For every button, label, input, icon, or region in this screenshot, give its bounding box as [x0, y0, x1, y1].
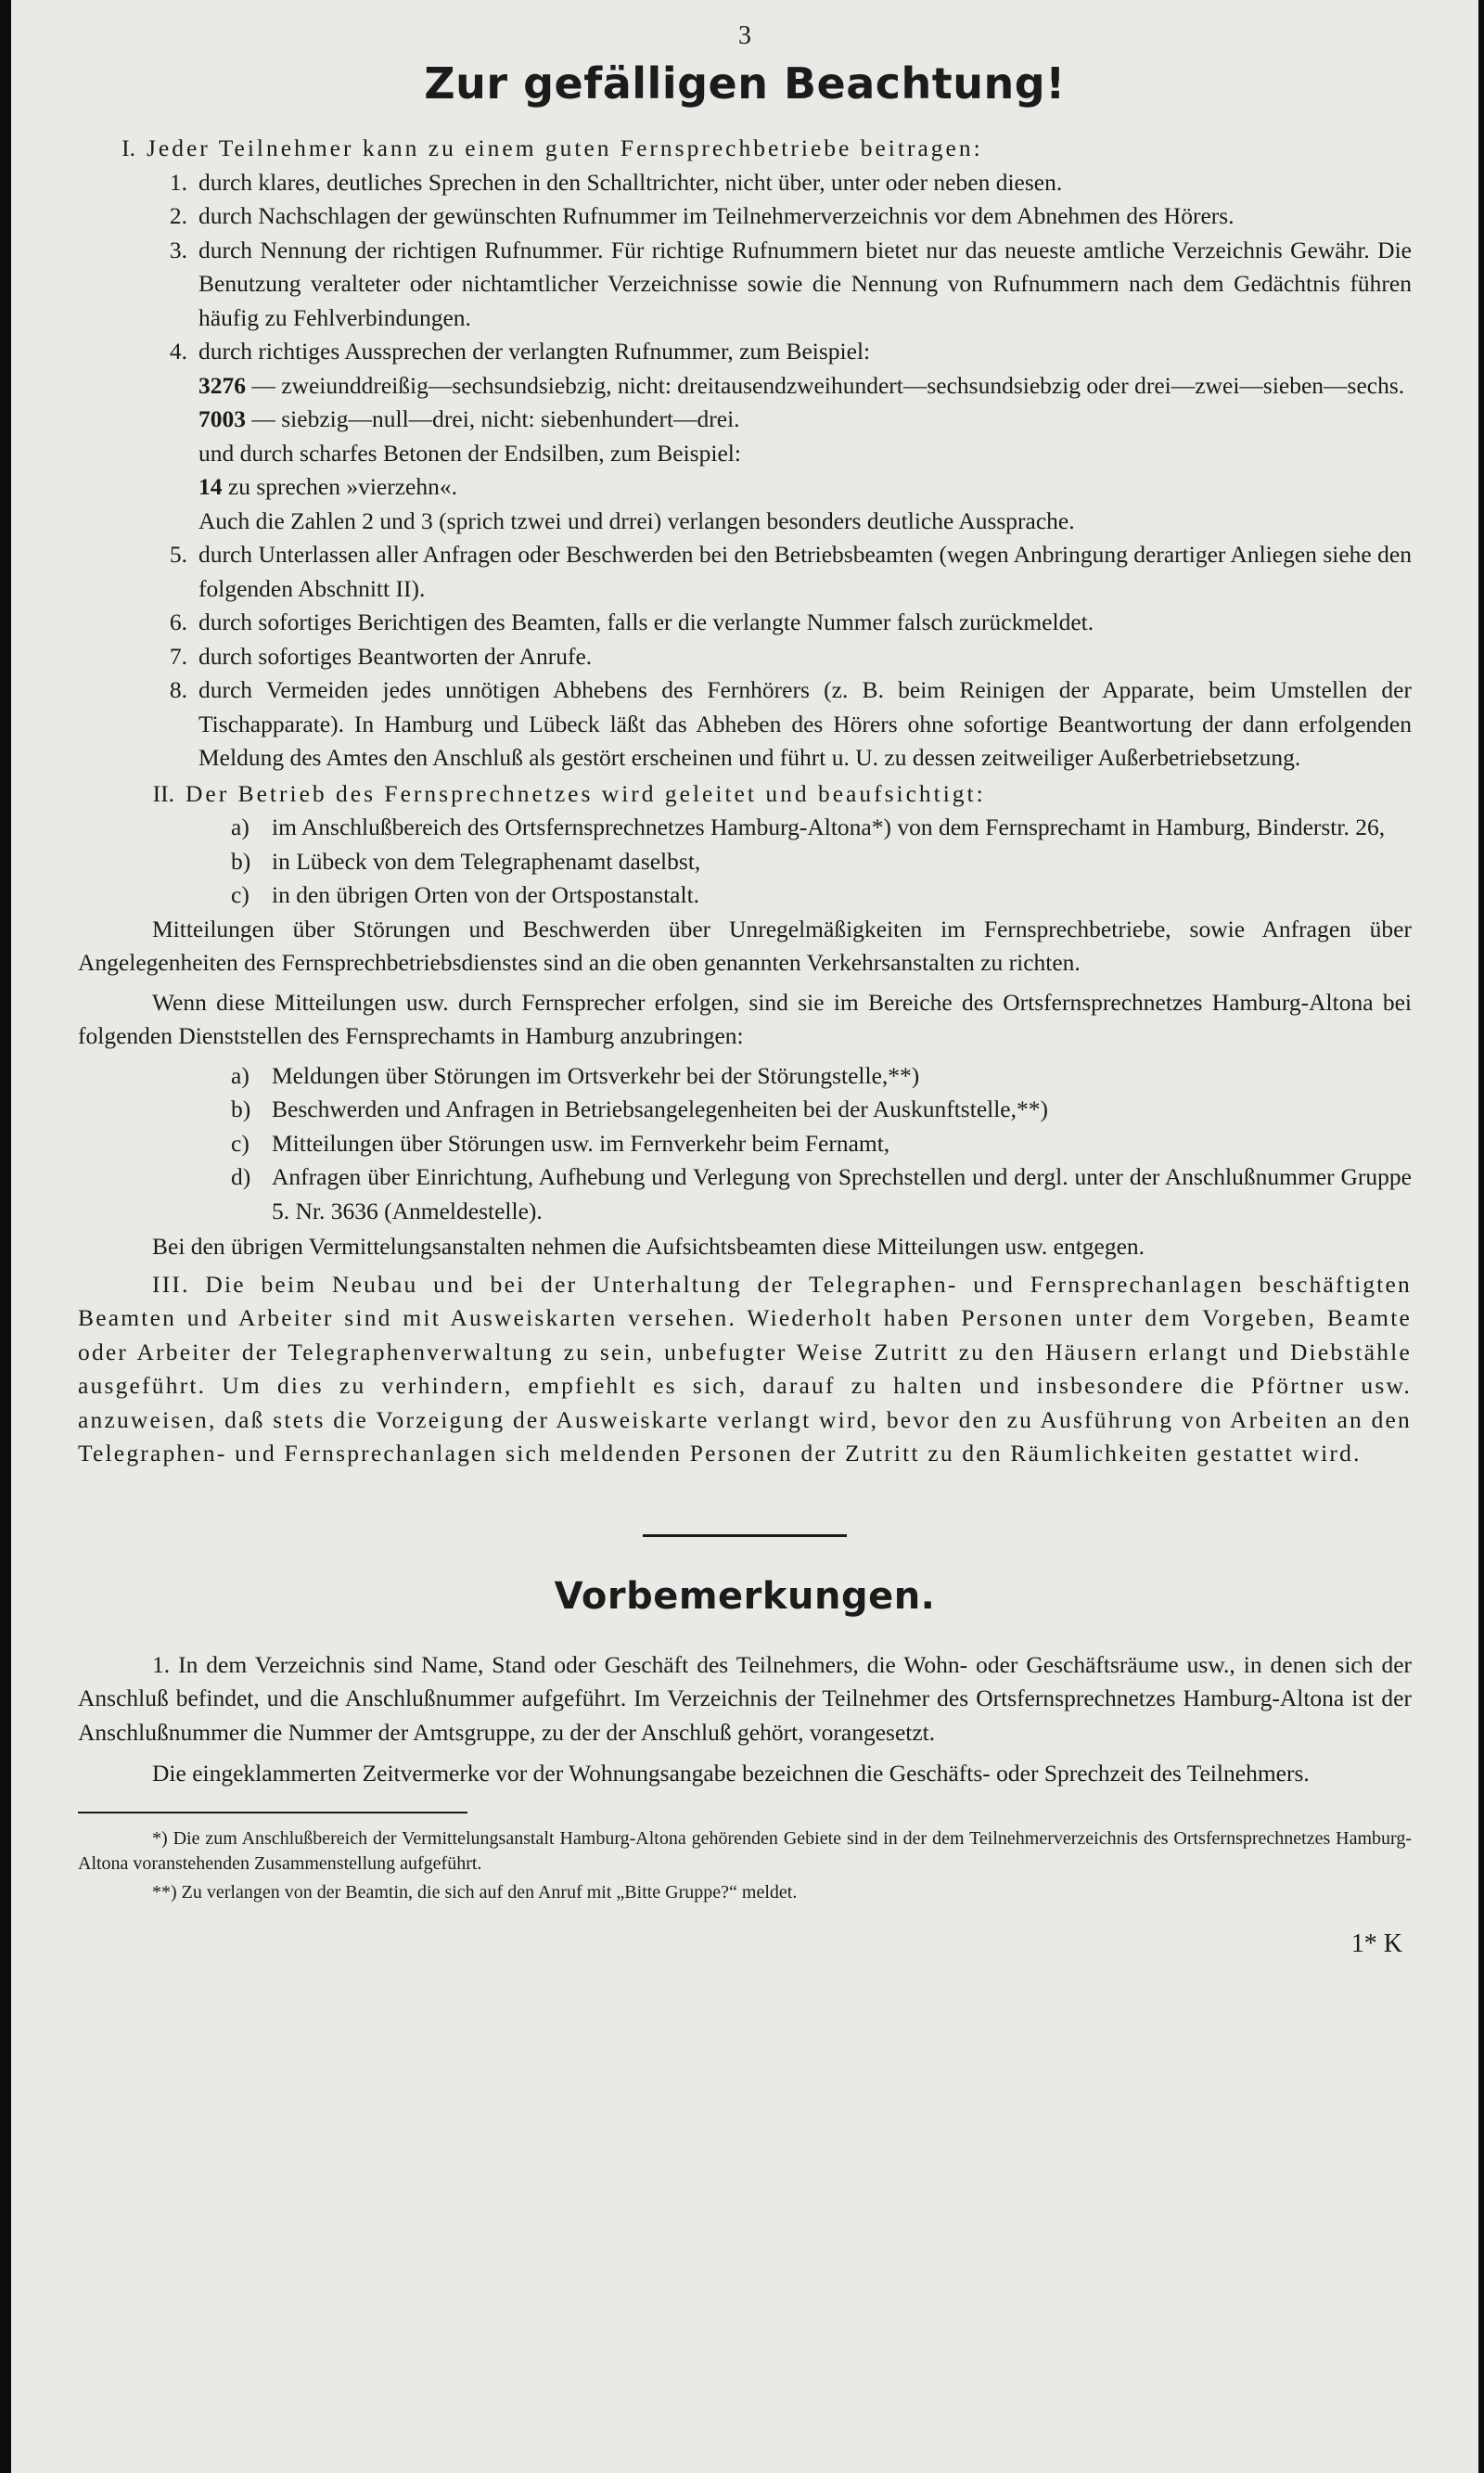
item-letter: a) — [231, 1061, 249, 1089]
list-item — [78, 335, 1412, 369]
section-1-lead — [78, 132, 1412, 166]
item-text: durch Nachschlagen der gewünschten Rufnummer im Teilnehmerverzeichnis vor dem Abnehmen des Hörers. — [198, 202, 1235, 229]
list-item — [78, 845, 1412, 879]
section-3-number: III. — [152, 1270, 190, 1298]
item-letter: b) — [231, 1096, 251, 1122]
item-text: Beschwerden und Anfragen in Betriebsangelegenheiten bei der Auskunftstelle,**) — [272, 1096, 1048, 1122]
paragraph: Mitteilungen über Störungen und Beschwerden über Unregelmäßigkeiten im Fernsprechbetriebe, sowie Anfragen über Angelegenheiten des Fernsprechbetriebsdienstes sind an die oben genannten Verkehrsanstalten zu richten. — [78, 915, 1412, 976]
list-item — [78, 234, 1412, 336]
item-letter: b) — [231, 847, 251, 875]
item-4-examples — [78, 369, 1412, 539]
item-text: im Anschlußbereich des Ortsfernsprechnetzes Hamburg-Altona*) von dem Fernsprechamt in Hamburg, Binderstr. 26, — [272, 814, 1386, 840]
divider — [643, 1534, 847, 1537]
example-number: 7003 — [198, 405, 246, 432]
example-text: Auch die Zahlen 2 und 3 (sprich tzwei und drrei) verlangen besonders deutliche Aussprache. — [198, 506, 1075, 534]
paragraph-number: 1. — [152, 1650, 171, 1678]
item-number: 7. — [169, 642, 187, 670]
item-letter: c) — [231, 881, 249, 908]
list-item — [78, 166, 1412, 200]
item-number: 1. — [169, 168, 187, 196]
item-number: 3. — [169, 236, 187, 263]
item-number: 2. — [169, 202, 187, 229]
section-2-lead-text: Der Betrieb des Fernsprechnetzes wird geleitet und beaufsichtigt: — [186, 779, 986, 807]
list-item — [78, 1059, 1412, 1094]
page-title: Zur gefälligen Beachtung! — [424, 58, 1066, 109]
list-item — [78, 878, 1412, 913]
section-2-lead — [78, 777, 1412, 812]
example-text: zu sprechen »vierzehn«. — [227, 473, 457, 500]
item-letter: d) — [231, 1163, 251, 1190]
item-text: durch richtiges Aussprechen der verlangten Rufnummer, zum Beispiel: — [198, 338, 871, 365]
item-text: in Lübeck von dem Telegraphenamt daselbst, — [272, 847, 701, 875]
list-item — [78, 1093, 1412, 1127]
section-3 — [78, 1268, 1412, 1471]
list-item — [78, 1160, 1412, 1228]
item-text: durch Vermeiden jedes unnötigen Abhebens des Fernhörers (z. B. beim Reinigen der Apparate, beim Umstellen der Tischapparate). In Hamburg und Lübeck läßt das Abheben des Hörers ohne sofortige Beantwortung der dann erfolgenden Meldung des Amtes den Anschluß als gestört erscheinen und führt u. U. zu dessen zeitweiliger Außerbetriebsetzung. — [198, 676, 1412, 771]
item-number: 8. — [169, 676, 187, 703]
item-text: Meldungen über Störungen im Ortsverkehr bei der Störungstelle,**) — [272, 1061, 920, 1089]
section-1 — [78, 132, 1412, 775]
item-letter: a) — [231, 814, 249, 840]
signature-mark: 1* K — [1350, 1928, 1402, 1958]
list-item — [78, 811, 1412, 845]
item-text: Anfragen über Einrichtung, Aufhebung und Verlegung von Sprechstellen und dergl. unter der Anschlußnummer Gruppe 5. Nr. 3636 (Anmeldestelle). — [272, 1163, 1412, 1224]
item-letter: c) — [231, 1129, 249, 1157]
example-text: und durch scharfes Betonen der Endsilben, zum Beispiel: — [198, 439, 741, 467]
item-text: durch sofortiges Berichtigen des Beamten, falls er die verlangte Nummer falsch zurückmeldet. — [198, 609, 1094, 635]
footnote: **) Zu verlangen von der Beamtin, die sich auf den Anruf mit „Bitte Gruppe?“ meldet. — [152, 1881, 798, 1903]
page-number: 3 — [738, 21, 751, 50]
item-text: durch klares, deutliches Sprechen in den Schalltrichter, nicht über, unter oder neben diesen. — [198, 168, 1063, 196]
section-1-lead-text: Jeder Teilnehmer kann zu einem guten Fernsprechbetriebe beitragen: — [147, 135, 983, 161]
item-number: 4. — [169, 338, 187, 365]
section-2 — [78, 777, 1412, 1264]
list-item — [78, 1127, 1412, 1161]
footnote: *) Die zum Anschlußbereich der Vermittelungsanstalt Hamburg-Altona gehörenden Gebiete sind in der dem Teilnehmerverzeichnis des Ortsfernsprechnetzes Hamburg-Altona voranstehenden Zusammenstellung aufgeführt. — [78, 1827, 1412, 1874]
paragraph — [78, 1648, 1412, 1750]
paragraph: Bei den übrigen Vermittelungsanstalten nehmen die Aufsichtsbeamten diese Mitteilungen usw. entgegen. — [152, 1233, 1145, 1260]
section-2-number: II. — [152, 779, 174, 807]
section-1-number: I. — [122, 135, 135, 161]
item-text: durch Unterlassen aller Anfragen oder Beschwerden bei den Betriebsbeamten (wegen Anbringung derartiger Anliegen siehe den folgenden Abschnitt II). — [198, 541, 1412, 602]
list-item — [78, 606, 1412, 640]
item-text: in den übrigen Orten von der Ortspostanstalt. — [272, 881, 700, 908]
example-number: 3276 — [198, 371, 246, 399]
footnotes — [78, 1826, 1412, 1905]
item-number: 6. — [169, 609, 187, 635]
example-text: — siebzig—null—drei, nicht: siebenhundert—drei. — [251, 405, 740, 432]
item-text: durch Nennung der richtigen Rufnummer. Für richtige Rufnummern bietet nur das neueste amtliche Verzeichnis Gewähr. Die Benutzung veralteter oder nichtamtlicher Verzeichnisse sowie die Nennung von Rufnummern nach dem Gedächtnis führen häufig zu Fehlverbindungen. — [198, 236, 1412, 331]
paragraph-text: In dem Verzeichnis sind Name, Stand oder Geschäft des Teilnehmers, die Wohn- oder Geschäftsräume usw., in denen sich der Anschluß befindet, und die Anschlußnummer aufgeführt. Im Verzeichnis der Teilnehmer des Ortsfernsprechnetzes Hamburg-Altona ist der Anschlußnummer die Nummer der Amtsgruppe, zu der der Anschluß gehört, vorangesetzt. — [78, 1650, 1412, 1746]
example-number: 14 — [198, 473, 223, 500]
vorbemerkungen-title: Vorbemerkungen. — [554, 1574, 936, 1618]
paragraph: Wenn diese Mitteilungen usw. durch Fernsprecher erfolgen, sind sie im Bereiche des Ortsfernsprechnetzes Hamburg-Altona bei folgenden Dienststellen des Fernsprechamts in Hamburg anzubringen: — [78, 988, 1412, 1049]
list-item — [78, 538, 1412, 606]
example-text: — zweiunddreißig—sechsundsiebzig, nicht: dreitausendzweihundert—sechsundsiebzig oder drei—zwei—sieben—sechs. — [251, 371, 1405, 399]
list-item — [78, 640, 1412, 674]
list-item — [78, 199, 1412, 234]
document-page — [11, 0, 1478, 2473]
vorbemerkungen-section — [78, 1648, 1412, 1791]
item-text: durch sofortiges Beantworten der Anrufe. — [198, 642, 593, 670]
paragraph: Die eingeklammerten Zeitvermerke vor der Wohnungsangabe bezeichnen die Geschäfts- oder Sprechzeit des Teilnehmers. — [152, 1760, 1310, 1787]
list-item — [78, 673, 1412, 775]
section-3-text: Die beim Neubau und bei der Unterhaltung der Telegraphen- und Fernsprechanlagen beschäftigten Beamten und Arbeiter sind mit Ausweiskarten versehen. Wiederholt haben Personen unter dem Vorgeben, Beamte oder Arbeiter der Telegraphenverwaltung zu sein, unbefugter Weise Zutritt zu den Häusern erlangt und Diebstähle ausgeführt. Um dies zu verhindern, empfiehlt es sich, darauf zu halten und insbesondere die Pförtner usw. anzuweisen, daß stets die Vorzeigung der Ausweiskarte verlangt wird, bevor den zu Ausführung von Arbeiten an den Telegraphen- und Fernsprechanlagen sich meldenden Personen der Zutritt zu den Räumlichkeiten gestattet wird. — [78, 1270, 1413, 1467]
section-3-paragraph — [78, 1268, 1412, 1471]
item-text: Mitteilungen über Störungen usw. im Fernverkehr beim Fernamt, — [272, 1129, 890, 1157]
item-number: 5. — [169, 541, 187, 568]
footnote-divider — [78, 1812, 467, 1813]
